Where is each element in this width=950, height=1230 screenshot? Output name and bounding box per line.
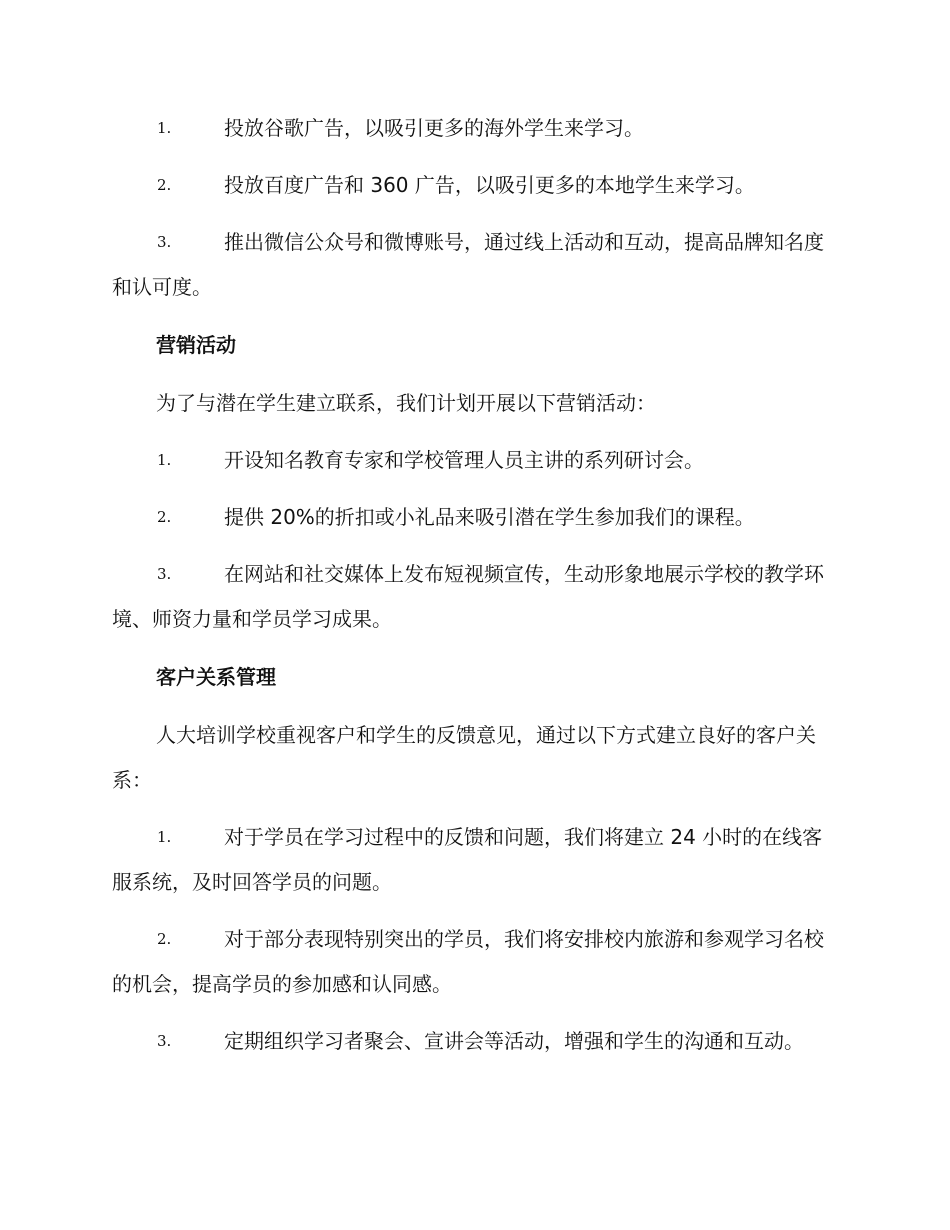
list-text: 定期组织学习者聚会、宣讲会等活动，增强和学生的沟通和互动。: [224, 1029, 804, 1053]
section-intro: [112, 713, 842, 803]
list-text: 提供 20%的折扣或小礼品来吸引潜在学生参加我们的课程。: [224, 505, 755, 529]
list-number: 3.: [157, 233, 172, 251]
list-number: 1.: [157, 119, 172, 137]
list-number: 1.: [157, 828, 172, 846]
list-text: 开设知名教育专家和学校管理人员主讲的系列研讨会。: [224, 448, 704, 472]
list-number: 3.: [157, 1032, 172, 1050]
list-text: 推出微信公众号和微博账号，通过线上活动和互动，提高品牌知名度和认可度。: [112, 230, 824, 299]
list-number: 2.: [157, 508, 172, 526]
intro-text: 为了与潜在学生建立联系，我们计划开展以下营销活动：: [156, 391, 656, 415]
section-heading: 客户关系管理: [156, 665, 276, 689]
list-number: 2.: [157, 930, 172, 948]
list-item: [112, 495, 842, 540]
list-number: 2.: [157, 176, 172, 194]
list-text: 对于部分表现特别突出的学员，我们将安排校内旅游和参观学习名校的机会，提高学员的参加感和认同感。: [112, 927, 824, 996]
list-text: 投放谷歌广告，以吸引更多的海外学生来学习。: [224, 116, 644, 140]
list-item: [112, 220, 842, 310]
list-number: 3.: [157, 565, 172, 583]
list-item: [112, 815, 842, 905]
section-heading: 营销活动: [156, 333, 236, 357]
list-text: 在网站和社交媒体上发布短视频宣传，生动形象地展示学校的教学环境、师资力量和学员学习成果。: [112, 562, 824, 631]
section-heading-crm: [112, 655, 842, 700]
intro-text: 人大培训学校重视客户和学生的反馈意见，通过以下方式建立良好的客户关系：: [112, 723, 816, 792]
section-intro: [112, 381, 842, 426]
list-item: [112, 163, 842, 208]
list-item: [112, 917, 842, 1007]
list-item: [112, 438, 842, 483]
list-item: [112, 106, 842, 151]
list-item: [112, 1019, 842, 1064]
list-text: 对于学员在学习过程中的反馈和问题，我们将建立 24 小时的在线客服系统，及时回答学员的问题。: [112, 825, 823, 894]
list-text: 投放百度广告和 360 广告，以吸引更多的本地学生来学习。: [224, 173, 755, 197]
section-heading-marketing: [112, 323, 842, 368]
list-item: [112, 552, 842, 642]
list-number: 1.: [157, 451, 172, 469]
